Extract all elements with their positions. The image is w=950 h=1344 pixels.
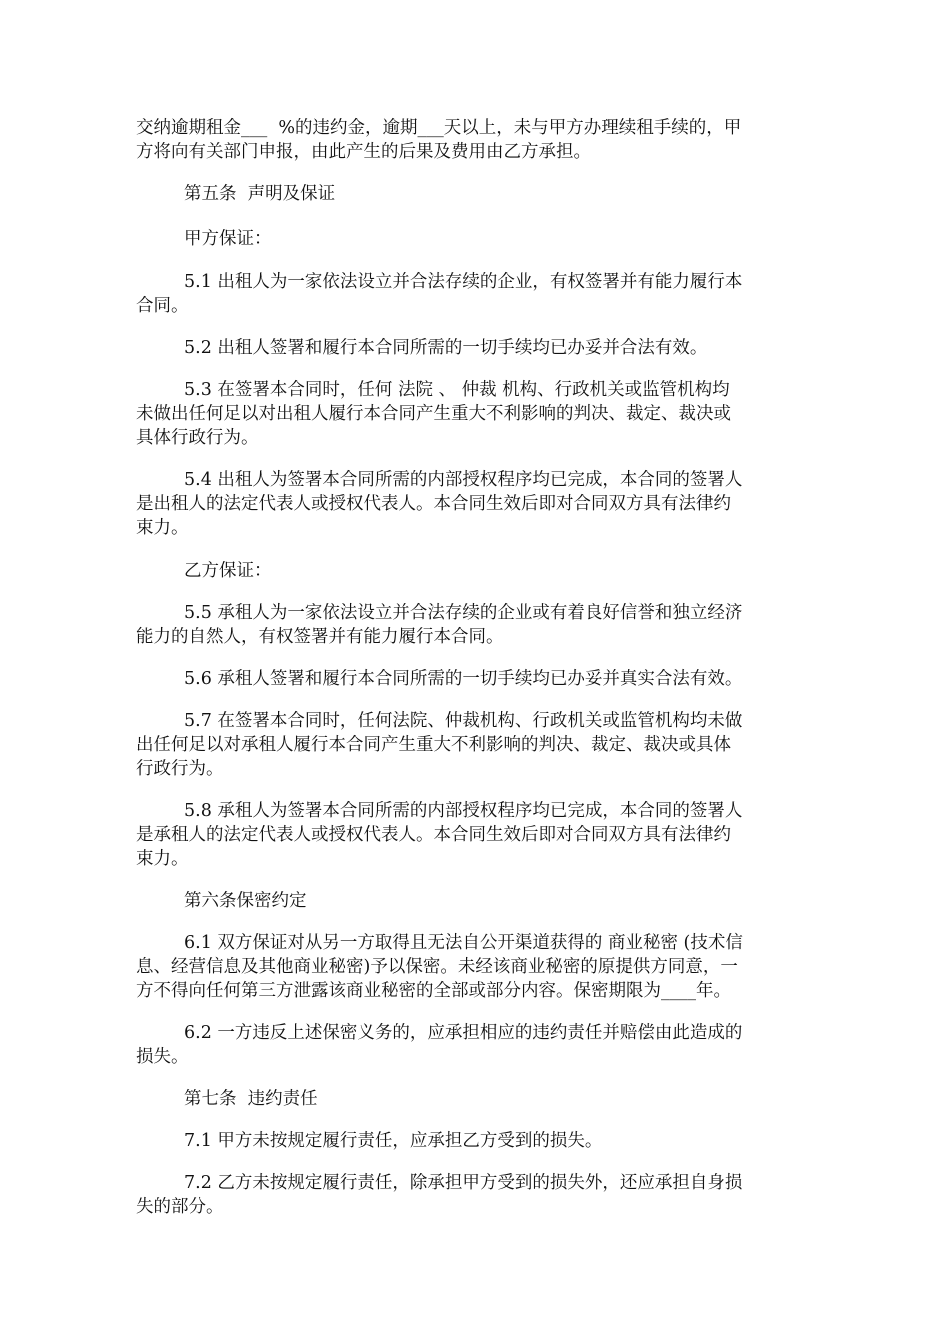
- clause-6-1-line: 息、经营信息及其他商业秘密)予以保密。未经该商业秘密的原提供方同意，一: [136, 957, 738, 977]
- text-line: 方将向有关部门申报，由此产生的后果及费用由乙方承担。: [136, 142, 591, 162]
- clause-5-4-line: 是出租人的法定代表人或授权代表人。本合同生效后即对合同双方具有法律约: [136, 494, 731, 514]
- clause-5-7-line: 行政行为。: [136, 759, 224, 779]
- clause-5-5-line: 能力的自然人，有权签署并有能力履行本合同。: [136, 627, 504, 647]
- clause-5-8-line: 束力。: [136, 849, 189, 869]
- clause-5-4-line: 束力。: [136, 518, 189, 538]
- clause-6-2-line: 6.2 一方违反上述保密义务的，应承担相应的违约责任并赔偿由此造成的: [184, 1023, 743, 1043]
- clause-6-1-line: 方不得向任何第三方泄露该商业秘密的全部或部分内容。保密期限为____年。: [136, 981, 731, 1001]
- section-heading: 第六条保密约定: [184, 891, 307, 911]
- clause-5-6-line: 5.6 承租人签署和履行本合同所需的一切手续均已办妥并真实合法有效。: [184, 669, 743, 689]
- clause-5-3-line: 具体行政行为。: [136, 428, 259, 448]
- clause-6-1-line: 6.1 双方保证对从另一方取得且无法自公开渠道获得的 商业秘密 (技术信: [184, 933, 743, 953]
- subheading: 乙方保证：: [184, 561, 272, 581]
- clause-5-5-line: 5.5 承租人为一家依法设立并合法存续的企业或有着良好信誉和独立经济: [184, 603, 743, 623]
- clause-5-8-line: 是承租人的法定代表人或授权代表人。本合同生效后即对合同双方具有法律约: [136, 825, 731, 845]
- text-line: 交纳逾期租金___ %的违约金，逾期___天以上，未与甲方办理续租手续的，甲: [136, 118, 742, 138]
- subheading: 甲方保证：: [184, 229, 272, 249]
- clause-5-3-line: 5.3 在签署本合同时，任何 法院 、 仲裁 机构、行政机关或监管机构均: [184, 380, 730, 400]
- clause-6-2-line: 损失。: [136, 1047, 189, 1067]
- section-heading: 第七条 违约责任: [184, 1089, 318, 1109]
- section-heading: 第五条 声明及保证: [184, 184, 336, 204]
- clause-5-2-line: 5.2 出租人签署和履行本合同所需的一切手续均已办妥并合法有效。: [184, 338, 708, 358]
- clause-5-4-line: 5.4 出租人为签署本合同所需的内部授权程序均已完成，本合同的签署人: [184, 470, 743, 490]
- clause-7-2-line: 失的部分。: [136, 1197, 224, 1217]
- clause-5-1-line: 5.1 出租人为一家依法设立并合法存续的企业，有权签署并有能力履行本: [184, 272, 743, 292]
- clause-5-8-line: 5.8 承租人为签署本合同所需的内部授权程序均已完成，本合同的签署人: [184, 801, 743, 821]
- clause-7-2-line: 7.2 乙方未按规定履行责任，除承担甲方受到的损失外，还应承担自身损: [184, 1173, 743, 1193]
- clause-5-3-line: 未做出任何足以对出租人履行本合同产生重大不利影响的判决、裁定、裁决或: [136, 404, 731, 424]
- clause-7-1-line: 7.1 甲方未按规定履行责任，应承担乙方受到的损失。: [184, 1131, 603, 1151]
- clause-5-7-line: 出任何足以对承租人履行本合同产生重大不利影响的判决、裁定、裁决或具体: [136, 735, 731, 755]
- clause-5-7-line: 5.7 在签署本合同时，任何法院、仲裁机构、行政机关或监管机构均未做: [184, 711, 743, 731]
- clause-5-1-line: 合同。: [136, 296, 189, 316]
